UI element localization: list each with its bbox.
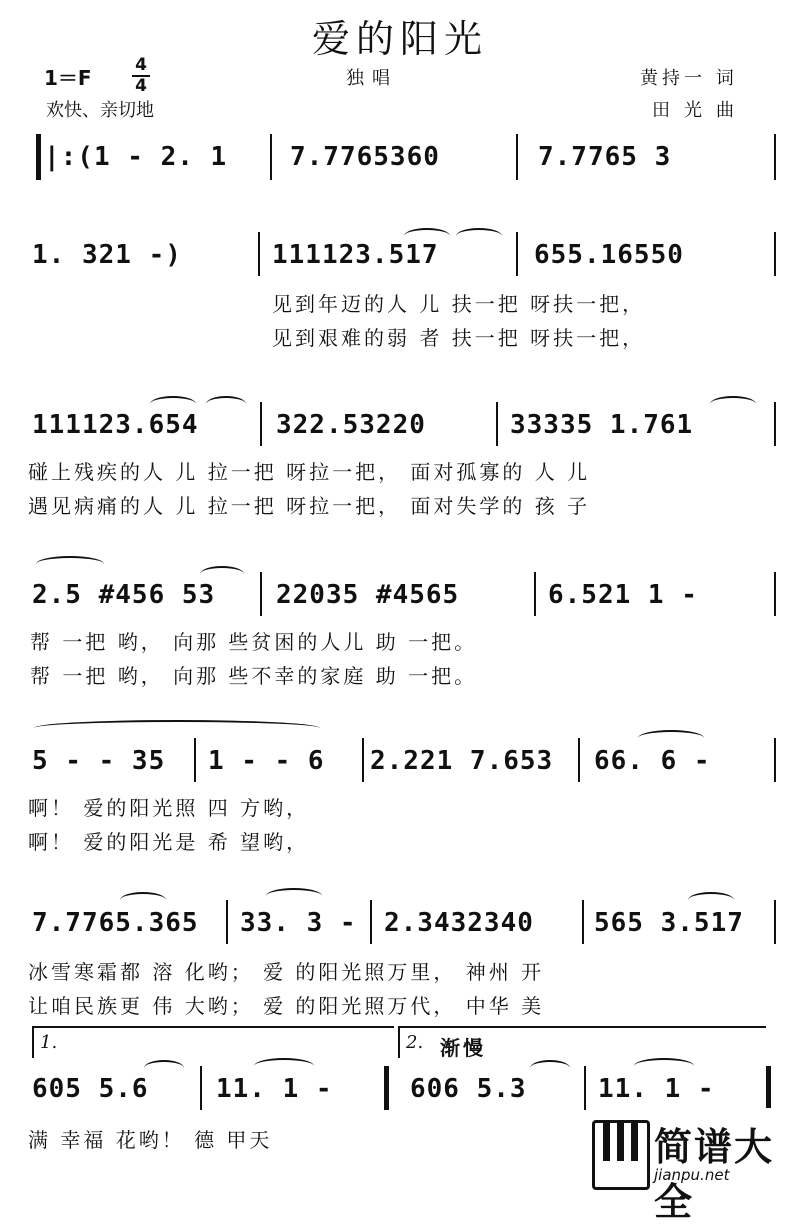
- system6-measure4: 565 3.517: [594, 908, 744, 938]
- system7-measure3: 606 5.3: [410, 1074, 527, 1104]
- system6-lyrics-verse2: 让咱民族更 伟 大哟； 爱 的阳光照万代， 中华 美: [28, 994, 545, 1018]
- barline: [582, 900, 584, 944]
- system6-lyrics-verse1: 冰雪寒霜都 溶 化哟； 爱 的阳光照万里， 神州 开: [28, 960, 545, 984]
- system2-measure1: 1. 321 -): [32, 240, 182, 270]
- final-bar: [766, 1066, 771, 1110]
- barline: [774, 738, 776, 782]
- slur: [150, 396, 196, 412]
- barline: [270, 134, 272, 180]
- repeat-start-bar: [36, 134, 41, 180]
- barline: [774, 900, 776, 944]
- slur: [530, 1060, 570, 1076]
- slur: [634, 1058, 694, 1074]
- barline: [578, 738, 580, 782]
- system7-measure2: 11. 1 -: [216, 1074, 333, 1104]
- slur: [404, 228, 450, 244]
- barline: [362, 738, 364, 782]
- system4-measure3: 6.521 1 -: [548, 580, 698, 610]
- system6-measure2: 33. 3 -: [240, 908, 357, 938]
- system4-lyrics-verse2: 帮 一把 哟， 向那 些不幸的家庭 助 一把。: [30, 664, 478, 688]
- site-watermark: [588, 1108, 793, 1224]
- system5-lyrics-verse2: 啊！ 爱的阳光是 希 望哟，: [28, 830, 310, 854]
- tie-slur: [34, 720, 320, 736]
- first-ending-bracket: [32, 1026, 394, 1058]
- song-title: 爱的阳光: [311, 17, 488, 61]
- slur: [120, 892, 166, 908]
- repeat-end-bar: [384, 1066, 389, 1110]
- composer-credit: 田光曲: [652, 100, 748, 121]
- system7-lyrics: 满 幸福 花哟！ 德 甲天: [28, 1128, 273, 1152]
- lyricist-credit: 黄持一 词: [640, 68, 738, 89]
- slur: [254, 1058, 314, 1074]
- barline: [584, 1066, 586, 1110]
- barline: [194, 738, 196, 782]
- barline: [496, 402, 498, 446]
- system3-lyrics-verse2: 遇见病痛的人 儿 拉一把 呀拉一把， 面对失学的 孩 子: [28, 494, 591, 518]
- barline: [534, 572, 536, 616]
- barline: [774, 134, 776, 180]
- system4-lyrics-verse1: 帮 一把 哟， 向那 些贫困的人儿 助 一把。: [30, 630, 478, 654]
- meter-bottom: 4: [135, 76, 147, 96]
- second-ending-label: 2.: [406, 1032, 424, 1053]
- system2-lyrics-verse2: 见到艰难的弱 者 扶一把 呀扶一把，: [272, 326, 646, 350]
- system2-lyrics-verse1: 见到年迈的人 儿 扶一把 呀扶一把，: [272, 292, 646, 316]
- system2-measure2: 111123.517: [272, 240, 439, 270]
- time-signature: [132, 57, 150, 95]
- system3-lyrics-verse1: 碰上残疾的人 儿 拉一把 呀拉一把， 面对孤寡的 人 儿: [28, 460, 591, 484]
- barline: [774, 572, 776, 616]
- system7-measure1: 605 5.6: [32, 1074, 149, 1104]
- slur: [710, 396, 756, 412]
- watermark-name: 简谱大全: [654, 1125, 775, 1224]
- key-signature: 1＝F: [44, 66, 92, 90]
- tempo-change-mark: 渐慢: [440, 1036, 486, 1060]
- barline: [774, 232, 776, 276]
- barline: [516, 232, 518, 276]
- barline: [226, 900, 228, 944]
- slur: [206, 396, 246, 412]
- barline: [200, 1066, 202, 1110]
- slur: [144, 1060, 184, 1076]
- meter-top: 4: [135, 55, 147, 75]
- barline: [370, 900, 372, 944]
- system6-measure1: 7.7765.365: [32, 908, 199, 938]
- piano-keys-icon: [592, 1120, 650, 1190]
- system4-measure1: 2.5 #456 53: [32, 580, 216, 610]
- barline: [774, 402, 776, 446]
- system2-measure3: 655.16550: [534, 240, 684, 270]
- system5-measure2: 1 - - 6: [208, 746, 325, 776]
- slur: [200, 566, 244, 582]
- performance-type: 独唱: [346, 68, 398, 89]
- slur: [688, 892, 734, 908]
- system5-measure3: 2.221 7.653: [370, 746, 554, 776]
- system1-measure2: 7.7765360: [290, 142, 440, 172]
- system5-measure1: 5 - - 35: [32, 746, 166, 776]
- system7-measure4: 11. 1 -: [598, 1074, 715, 1104]
- slur: [36, 556, 104, 572]
- system5-measure4: 66. 6 -: [594, 746, 711, 776]
- slur: [638, 730, 704, 746]
- barline: [260, 402, 262, 446]
- barline: [516, 134, 518, 180]
- system3-measure3: 33335 1.761: [510, 410, 694, 440]
- system3-measure1: 111123.654: [32, 410, 199, 440]
- system6-measure3: 2.3432340: [384, 908, 534, 938]
- system4-measure2: 22035 #4565: [276, 580, 460, 610]
- slur: [266, 888, 322, 904]
- system1-measure1: |:(1 - 2. 1: [44, 142, 228, 172]
- system1-measure3: 7.7765 3: [538, 142, 672, 172]
- system5-lyrics-verse1: 啊！ 爱的阳光照 四 方哟，: [28, 796, 310, 820]
- barline: [258, 232, 260, 276]
- slur: [456, 228, 502, 244]
- watermark-url: jianpu.net: [654, 1166, 730, 1184]
- first-ending-label: 1.: [40, 1032, 58, 1053]
- barline: [260, 572, 262, 616]
- system3-measure2: 322.53220: [276, 410, 426, 440]
- tempo-marking: 欢快、亲切地: [46, 100, 154, 121]
